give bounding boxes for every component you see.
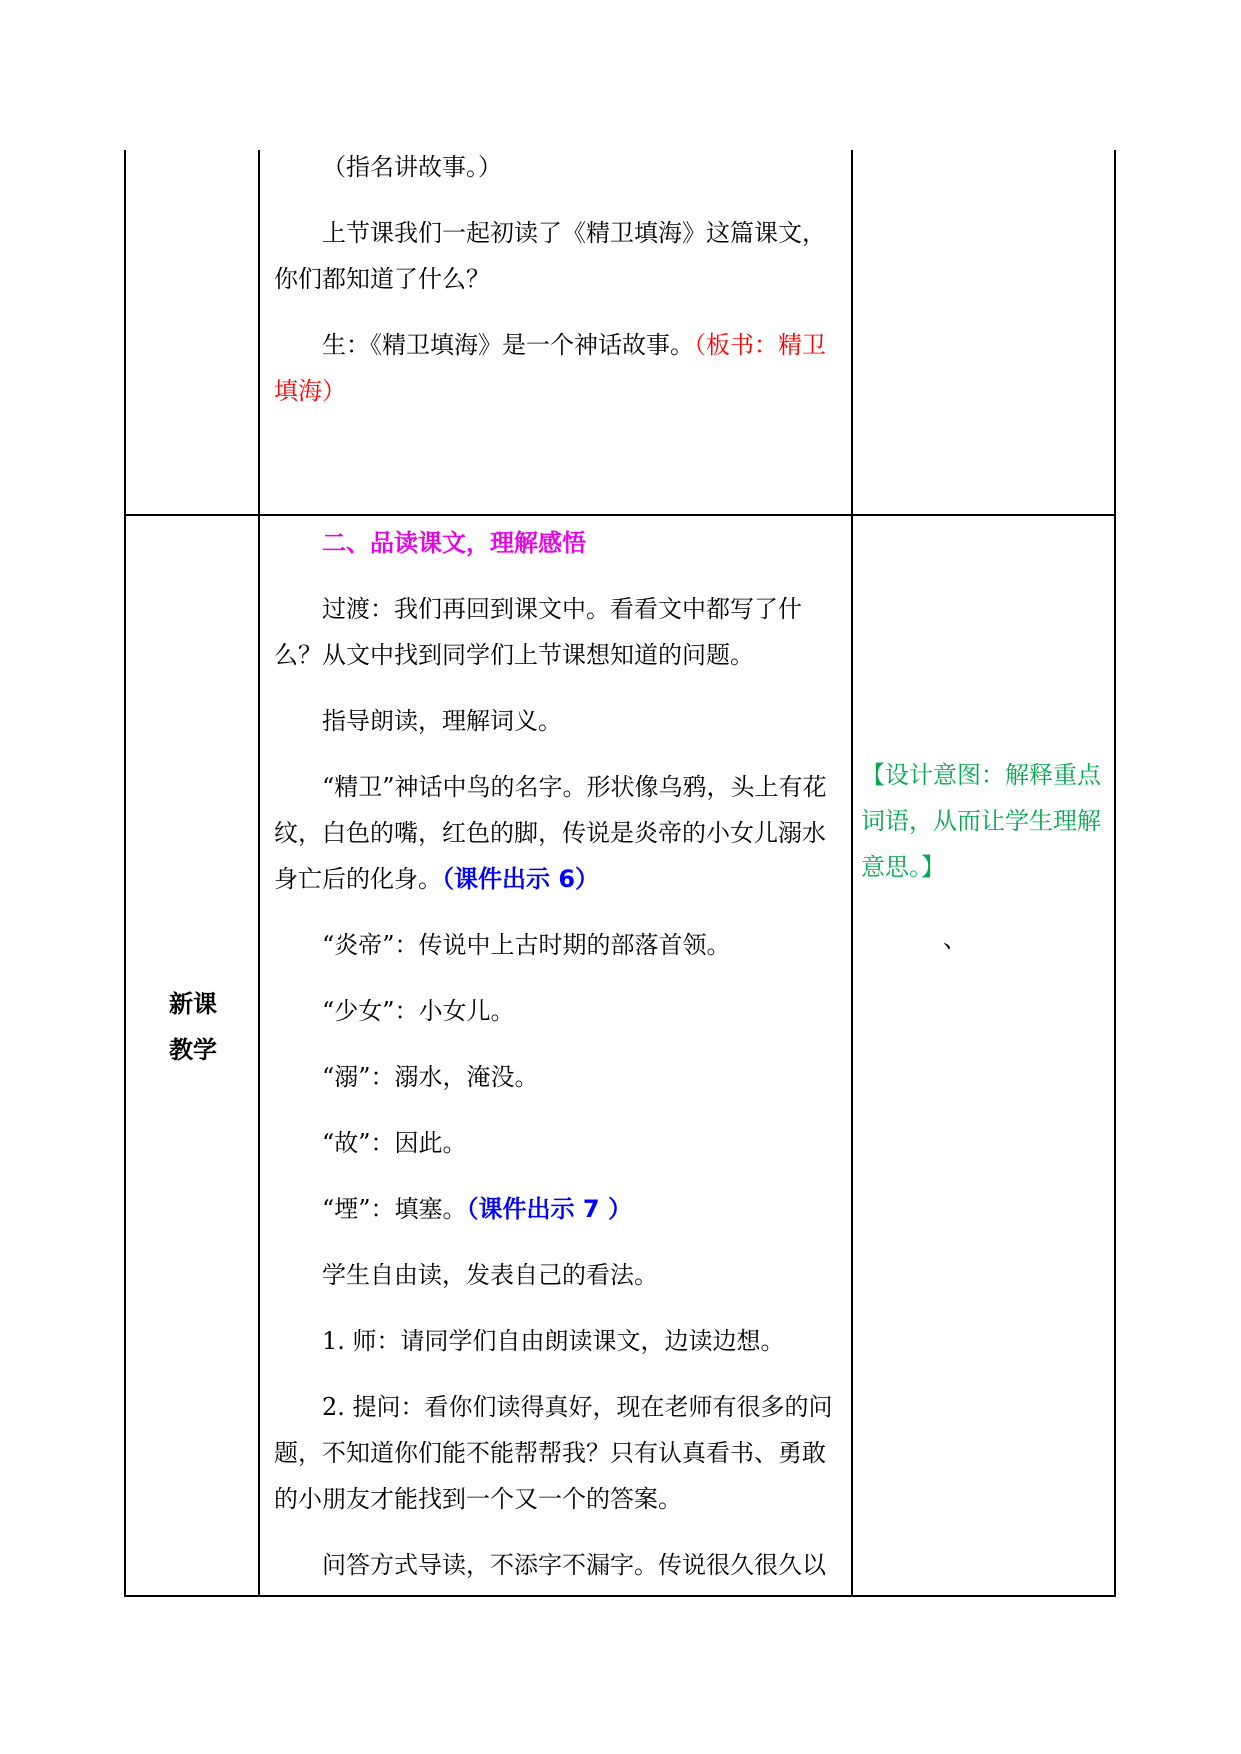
definition-shaonv: “少女”：小女儿。 (322, 997, 515, 1025)
lesson-plan-table (124, 150, 1116, 1597)
courseware-7-note: （课件出示 7 ） (466, 1195, 632, 1223)
row-label-cell (126, 150, 260, 514)
jingwei-definition-text: “精卫”神话中鸟的名字。形状像乌鸦，头上有花纹，白色的嘴，红色的脚，传说是炎帝的小女儿溺水身亡后的化身。 (274, 773, 827, 893)
row-label (126, 981, 260, 1073)
paragraph-guide: 指导朗读，理解词义。 (322, 707, 562, 735)
student-answer-text: 生：《精卫填海》是一个神话故事。 (322, 331, 694, 359)
paragraph-step-1: 1. 师：请同学们自由朗读课文，边读边想。 (322, 1327, 785, 1355)
design-intent-note: 【设计意图：解释重点词语，从而让学生理解意思。】 (861, 761, 1101, 881)
definition-yandi: “炎帝”：传说中上古时期的部落首领。 (322, 931, 731, 959)
table-row-new-lesson (126, 516, 1114, 1595)
definition-yin-text: “堙”：填塞。 (322, 1195, 467, 1223)
paragraph-student-answer (274, 322, 837, 414)
definition-gu: “故”：因此。 (322, 1129, 467, 1157)
paragraph-free-read: 学生自由读，发表自己的看法。 (322, 1261, 658, 1289)
board-note: （板书：精卫填海） (274, 331, 826, 405)
definition-ni: “溺”：溺水，淹没。 (322, 1063, 539, 1091)
row-label-cell (126, 516, 260, 1595)
paragraph-step-3: 问答方式导读，不添字不漏字。传说很久很久以 (322, 1551, 826, 1579)
stray-mark: 、 (943, 925, 967, 953)
table-row-intro (126, 150, 1114, 516)
note-cell (853, 150, 1114, 514)
courseware-6-note: （课件出示 6） (442, 865, 600, 893)
content-cell (260, 150, 853, 514)
definition-yin (274, 1186, 837, 1232)
note-cell (853, 516, 1114, 1595)
section-title: 二、品读课文，理解感悟 (322, 529, 586, 557)
content-cell (260, 516, 853, 1595)
paragraph-review-question: 上节课我们一起初读了《精卫填海》这篇课文，你们都知道了什么？ (274, 219, 826, 293)
paragraph-jingwei-definition (274, 764, 837, 902)
row-label-line2: 教学 (169, 1036, 217, 1064)
row-label-line1: 新课 (169, 990, 217, 1018)
paragraph-step-2: 2. 提问：看你们读得真好，现在老师有很多的问题，不知道你们能不能帮帮我？只有认真看书、勇敢的小朋友才能找到一个又一个的答案。 (274, 1393, 833, 1513)
paragraph-transition: 过渡：我们再回到课文中。看看文中都写了什么？从文中找到同学们上节课想知道的问题。 (274, 595, 802, 669)
paragraph-call-name: （指名讲故事。） (322, 153, 502, 181)
